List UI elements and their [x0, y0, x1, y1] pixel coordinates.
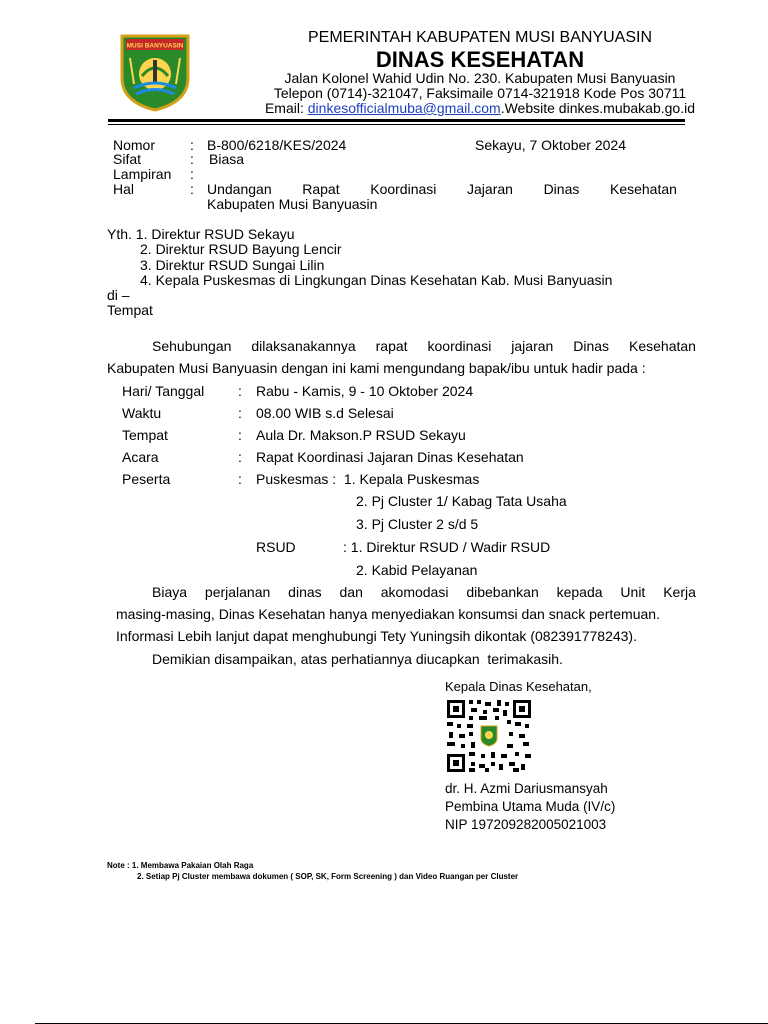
colon: :: [238, 471, 242, 487]
intro-word: Sehubungan: [152, 338, 232, 354]
cost-word: Unit: [620, 584, 646, 600]
letterhead-rule-thick: [108, 119, 685, 122]
recipient-2: 2. Direktur RSUD Bayung Lencir: [140, 241, 342, 257]
recipient-4: 4. Kepala Puskesmas di Lingkungan Dinas Kesehatan Kab. Musi Banyuasin: [140, 272, 613, 288]
detail-value: Rabu - Kamis, 9 - 10 Oktober 2024: [256, 383, 474, 399]
government-name: PEMERINTAH KABUPATEN MUSI BANYUASIN: [307, 29, 653, 46]
cost-word: dan: [339, 584, 363, 600]
intro-word: Dinas: [573, 338, 610, 354]
detail-label: Acara: [122, 449, 159, 465]
colon: :: [238, 405, 242, 421]
sifat-value: Biasa: [209, 151, 245, 167]
detail-value: Aula Dr. Makson.P RSUD Sekayu: [256, 427, 466, 443]
cost-line-2: masing-masing, Dinas Kesehatan hanya menyediakan konsumsi dan snack pertemuan.: [116, 606, 660, 622]
qr-code: [445, 698, 533, 774]
lampiran-label: Lampiran: [113, 166, 172, 182]
intro-word: koordinasi: [427, 338, 492, 354]
detail-label: Waktu: [122, 405, 162, 421]
nomor-label: Nomor: [113, 137, 156, 153]
colon: :: [238, 383, 242, 399]
email-link[interactable]: dinkesofficialmuba@gmail.com: [307, 100, 501, 116]
cost-word: kepada: [556, 584, 603, 600]
rsud-label: RSUD: [256, 539, 296, 555]
intro-word: Kesehatan: [629, 338, 696, 354]
colon: :: [238, 427, 242, 443]
cost-word: Biaya: [152, 584, 188, 600]
info-line: Informasi Lebih lanjut dapat menghubungi Tety Yuningsih dikontak (082391778243).: [116, 628, 637, 644]
signer-nip: NIP 197209282005021003: [445, 817, 607, 832]
recipient-3: 3. Direktur RSUD Sungai Lilin: [140, 257, 325, 273]
cost-word: akomodasi: [380, 584, 449, 600]
signature-title: Kepala Dinas Kesehatan,: [445, 679, 592, 694]
logo-text: MUSI BANYUASIN: [126, 42, 184, 50]
signer-rank: Pembina Utama Muda (IV/c): [445, 799, 616, 814]
cost-word: perjalanan: [204, 584, 271, 600]
nomor-value: B-800/6218/KES/2024: [207, 137, 347, 153]
cost-word: Kerja: [663, 584, 696, 600]
colon: :: [190, 137, 194, 153]
hal-line-1: [207, 181, 677, 197]
cost-word: dibebankan: [466, 584, 539, 600]
regency-logo: [120, 32, 190, 112]
closing-line: Demikian disampaikan, atas perhatiannya diucapkan terimakasih.: [152, 651, 563, 667]
department-name: DINAS KESEHATAN: [375, 47, 585, 72]
detail-label: Peserta: [122, 471, 171, 487]
detail-value: Rapat Koordinasi Jajaran Dinas Kesehatan: [256, 449, 524, 465]
tempat-line: Tempat: [107, 302, 153, 318]
signer-name: dr. H. Azmi Dariusmansyah: [445, 781, 608, 796]
hal-label: Hal: [113, 181, 135, 197]
di-line: di –: [107, 287, 130, 303]
hal-line-2: Kabupaten Musi Banyuasin: [207, 196, 378, 212]
detail-value: Puskesmas : 1. Kepala Puskesmas: [256, 471, 480, 487]
peserta-item: 2. Pj Cluster 1/ Kabag Tata Usaha: [356, 493, 567, 509]
colon: :: [238, 449, 242, 465]
letterhead-rule-thin: [108, 124, 685, 125]
email-label: Email:: [264, 100, 308, 116]
hal-word: Kesehatan: [609, 181, 677, 197]
intro-word: jajaran: [511, 338, 554, 354]
contact-line: [200, 100, 760, 116]
intro-line-2: Kabupaten Musi Banyuasin dengan ini kami mengundang bapak/ibu untuk hadir pada :: [107, 360, 646, 376]
intro-word: rapat: [375, 338, 408, 354]
hal-word: Undangan: [207, 181, 272, 197]
colon: :: [190, 166, 194, 182]
hal-word: Jajaran: [467, 181, 513, 197]
rsud-item: : 1. Direktur RSUD / Wadir RSUD: [343, 539, 551, 555]
intro-word: dilaksanakannya: [251, 338, 356, 354]
address: Jalan Kolonel Wahid Udin No. 230. Kabupaten Musi Banyuasin: [284, 70, 676, 86]
hal-word: Dinas: [543, 181, 580, 197]
hal-word: Koordinasi: [370, 181, 437, 197]
hal-word: Rapat: [302, 181, 340, 197]
detail-value: 08.00 WIB s.d Selesai: [256, 405, 394, 421]
note-line-2: 2. Setiap Pj Cluster membawa dokumen ( SOP, SK, Form Screening ) dan Video Ruangan per Cluster: [137, 872, 519, 881]
colon: :: [190, 151, 194, 167]
colon: :: [190, 181, 194, 197]
website: .Website dinkes.mubakab.go.id: [500, 100, 696, 116]
intro-line-1: [152, 338, 696, 354]
peserta-item: 3. Pj Cluster 2 s/d 5: [356, 516, 479, 532]
letter-date: Sekayu, 7 Oktober 2024: [475, 137, 626, 153]
cost-word: dinas: [288, 584, 322, 600]
rsud-item: 2. Kabid Pelayanan: [356, 562, 478, 578]
detail-label: Tempat: [122, 427, 168, 443]
note-line-1: Note : 1. Membawa Pakaian Olah Raga: [107, 861, 254, 870]
detail-label: Hari/ Tanggal: [122, 383, 205, 399]
cost-line-1: [152, 584, 696, 600]
recipient-1: Yth. 1. Direktur RSUD Sekayu: [107, 226, 295, 242]
phone: Telepon (0714)-321047, Faksimaile 0714-321918 Kode Pos 30711: [273, 85, 687, 101]
sifat-label: Sifat: [113, 151, 142, 167]
